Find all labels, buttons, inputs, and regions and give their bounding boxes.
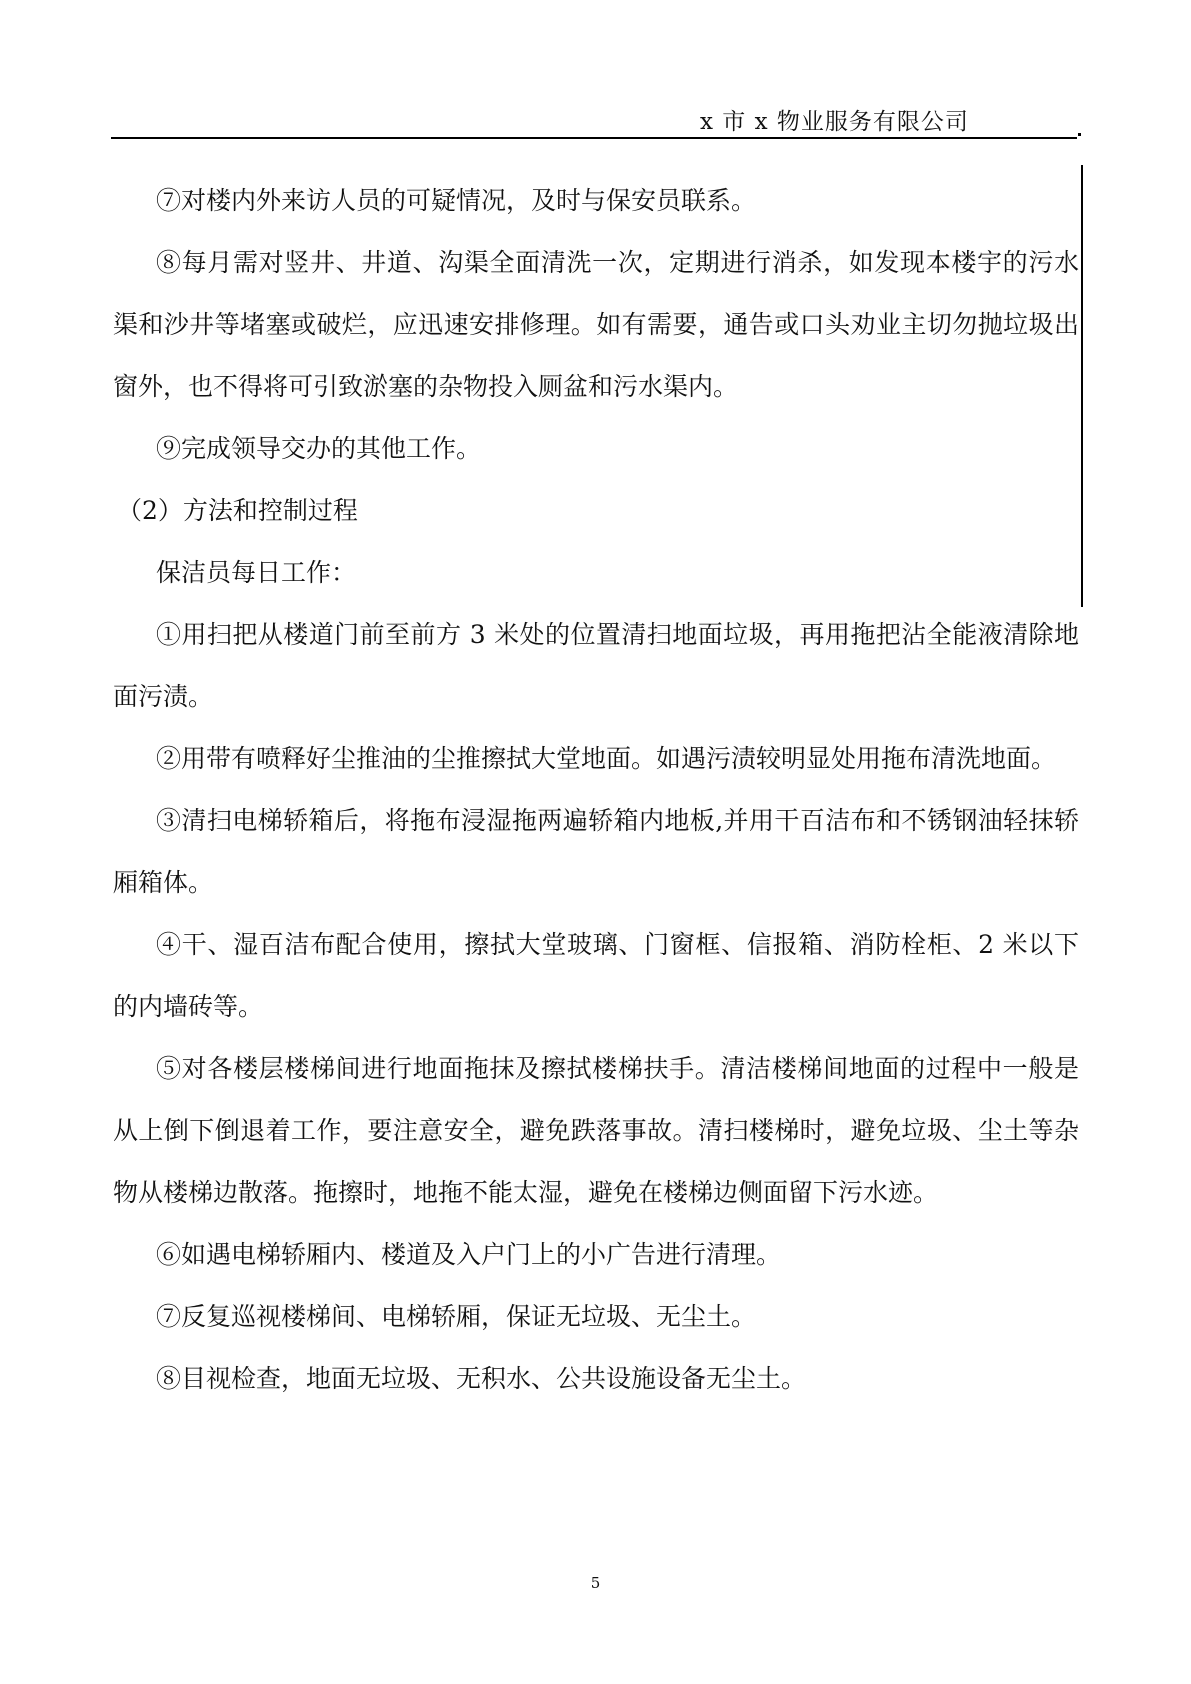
- header-rule-end-mark: [1078, 133, 1081, 136]
- paragraph: ②用带有喷释好尘推油的尘推擦拭大堂地面。如遇污渍较明显处用拖布清洗地面。: [156, 744, 1057, 773]
- document-body: [113, 170, 1079, 1410]
- page-number: 5: [590, 1574, 601, 1592]
- paragraph: ⑧目视检查，地面无垃圾、无积水、公共设施设备无尘土。: [156, 1364, 807, 1393]
- paragraph: ③清扫电梯轿箱后，将拖布浸湿拖两遍轿箱内地板,并用干百洁布和不锈钢油轻抹轿厢箱体。: [113, 806, 1079, 897]
- header-rule: [111, 137, 1077, 139]
- paragraph: ⑦对楼内外来访人员的可疑情况，及时与保安员联系。: [156, 186, 757, 215]
- paragraph: ⑨完成领导交办的其他工作。: [156, 434, 482, 463]
- paragraph: ⑧每月需对竖井、井道、沟渠全面清洗一次，定期进行消杀，如发现本楼宇的污水渠和沙井等堵塞或破烂，应迅速安排修理。如有需要，通告或口头劝业主切勿抛垃圾出窗外，也不得将可引致淤塞的杂物投入厕盆和污水渠内。: [113, 248, 1079, 401]
- paragraph: ①用扫把从楼道门前至前方 3 米处的位置清扫地面垃圾，再用拖把沾全能液清除地面污渍。: [113, 620, 1079, 711]
- revision-bar: [1081, 165, 1083, 607]
- paragraph: ⑦反复巡视楼梯间、电梯轿厢，保证无垃圾、无尘土。: [156, 1302, 757, 1331]
- paragraph: ④干、湿百洁布配合使用，擦拭大堂玻璃、门窗框、信报箱、消防栓柜、2 米以下的内墙砖等。: [113, 930, 1079, 1021]
- header-company-name: x 市 x 物业服务有限公司: [700, 109, 969, 135]
- section-heading: （2）方法和控制过程: [117, 496, 358, 525]
- paragraph: ⑥如遇电梯轿厢内、楼道及入户门上的小广告进行清理。: [156, 1240, 782, 1269]
- paragraph: ⑤对各楼层楼梯间进行地面拖抹及擦拭楼梯扶手。清洁楼梯间地面的过程中一般是从上倒下倒退着工作，要注意安全，避免跌落事故。清扫楼梯时，避免垃圾、尘土等杂物从楼梯边散落。拖擦时，地拖不能太湿，避免在楼梯边侧面留下污水迹。: [113, 1054, 1079, 1207]
- paragraph: 保洁员每日工作：: [156, 558, 357, 587]
